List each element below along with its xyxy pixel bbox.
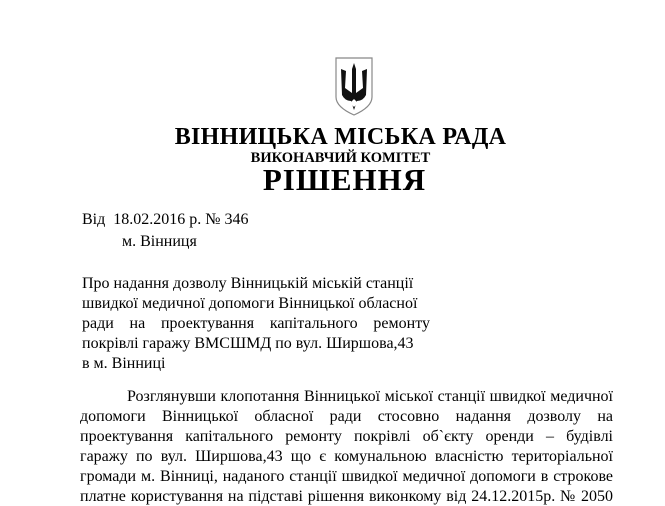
body-line: громади м. Вінниці, наданого станції швидкої медичної допомоги в строкове	[80, 468, 613, 485]
body-line: платне користування на підставі рішення виконкому від 24.12.2015р. № 2050	[80, 488, 613, 505]
body-line: гаражу по вул. Ширшова,43 що є комунальною власністю територіальної	[80, 448, 613, 465]
body-line: проектування капітального ремонту покрівлі об`єкту оренди – будівлі	[80, 428, 613, 445]
subject-line: покрівлі гаражу ВМСШМД по вул. Ширшова,43	[82, 335, 414, 352]
body-line: Розглянувши клопотання Вінницької міської станції швидкої медичної	[127, 388, 613, 405]
date-and-number: Від 18.02.2016 р. № 346	[82, 211, 249, 228]
subject-line: Про надання дозволу Вінницькій міській станції	[82, 275, 414, 292]
subject-line: в м. Вінниці	[82, 355, 166, 372]
body-line: допомоги Вінницької обласної ради стосовно надання дозволу на	[80, 408, 613, 425]
subject-line: ради на проектування капітального ремонту	[82, 315, 430, 332]
city: м. Вінниця	[122, 233, 197, 250]
council-name: ВІННИЦЬКА МІСЬКА РАДА	[174, 124, 507, 150]
coat-of-arms-icon	[333, 55, 375, 117]
committee-name: ВИКОНАВЧИЙ КОМІТЕТ	[250, 150, 431, 166]
subject-line: швидкої медичної допомоги Вінницької обласної	[82, 295, 418, 312]
document-type-title: РІШЕННЯ	[262, 162, 427, 197]
